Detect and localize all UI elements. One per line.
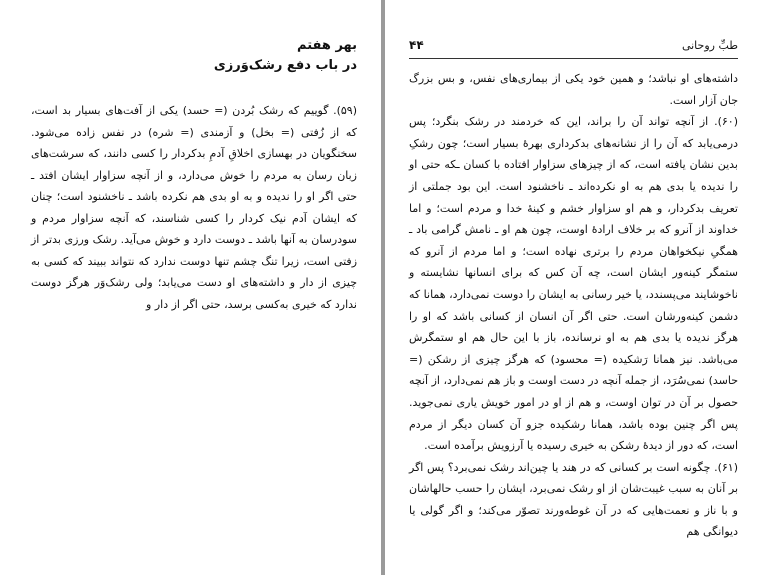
chapter-title: بهر هفتم — [297, 38, 357, 53]
right-page-body — [409, 68, 738, 543]
running-head — [409, 36, 738, 56]
left-page — [0, 0, 381, 575]
chapter-subtitle: در باب دفع رشک‌وَرزی — [213, 58, 357, 73]
paragraph-61: (۶۱). چگونه است بر کسانی که در هند یا چین‌اند رشک نمی‌برد؟ پس اگر بر آنان به سبب غیبت‌شان از او رشک نمی‌برد، ایشان را حسب حالهاشان و با ناز و نعمت‌هایی که در آن غوطه‌ورند تصوّر می‌کند؛ و اگر گولی یا دیوانگی هم — [409, 460, 738, 539]
right-page — [385, 0, 768, 575]
paragraph-59: (۵۹). گوییم که رشک بُردن (= حسد) یکی از آفت‌های بسیار بد است، که از زُفتی (= بخل) و آزمندی (= شره) در نفس زاده می‌شود. سخنگویان در بهسازی اخلاقِ آدمِ بدکردار را کسی دانند، که سرشت‌های زبان رسان به مردم را خوش می‌دارد، و از آنچه سزاوار ایشان افتد ـ حتی اگر او را ندیده و به او بدی هم نکرده باشد ـ ناخشنود است؛ چنان که ایشان آدم نیک کردار را کسی شناسند، که آنچه سزاوار مردم و سودرسان به آنها باشد ـ دوست دارد و خوش می‌آید. رشک ورزی بدتر از زفتی است، زیرا تنگ چشم تنها دوست ندارد که نتواند ببیند که کسی به چیزی از دار و داشته‌های او دست می‌یابد؛ ولی رشک‌وَر هرگز دوست ندارد که خیری به‌کسی برسد، حتی اگر از دار و — [31, 104, 357, 311]
left-page-body — [31, 100, 357, 315]
running-title: طبِّ روحانی — [681, 39, 738, 52]
page-number: ۴۴ — [409, 38, 424, 52]
paragraph-continuation: داشته‌های او نباشد؛ و همین خود یکی از بیماری‌های نفس، و بس بزرگ جان آزار است. — [409, 72, 738, 107]
paragraph-60: (۶۰). از آنچه تواند آن را براند، این که خردمند در رشک بنگرد؛ پس درمی‌یابد که آن را از نشانه‌های بدکرداری بهرهٔ بسیار است؛ چون رشکِ بدین نشان یافته است، که از چیزهای سزاوار افتاده با کسان ـکه حتی او را ندیده یا بدی هم به او نکرده‌اند ـ ناخشنود است. این بود جملتی از تعریف بدکردار، و هم او سزاوار خشم و کینهٔ خدا و مردم است؛ و اما خداوند از آنرو که بر خلاف ارادهٔ اوست، چون هم او ـ نامش گرامی باد ـ همگیِ نیکخواهان مردم را برتری نهاده است؛ و اما مردم از آنرو که ستمگر کینه‌ور ایشان است، چه آن کس که برای انسانها نشایسته و ناخوشایند می‌پسندد، یا خیر رسانی به ایشان را دوست نمی‌دارد، همانا که دشمن کینه‌ورشان است. حتی اگر آن انسان از کسانی باشد که او را هرگز ندیده یا بدی هم به او نرسانده، باز با این حال هم او ستمگرش می‌باشد. نیز همانا رَشکیده (= محسود) که هرگز چیزی از رشکن (= حاسد) نمی‌سُرَد، از جمله آنچه در دست اوست و باز هم نمی‌دارد، از آنچه حصول بر آن در توان اوست، و هم از او در امور خویش یاری نمی‌جوید. پس اگر چنین بوده باشد، همانا رشکیده جزو آن کسان دیگر از مردم است، که دور از دیدهٔ رشکن به خیری رسیده یا آرزویش برآمده است. — [409, 115, 738, 453]
header-rule — [409, 58, 738, 59]
